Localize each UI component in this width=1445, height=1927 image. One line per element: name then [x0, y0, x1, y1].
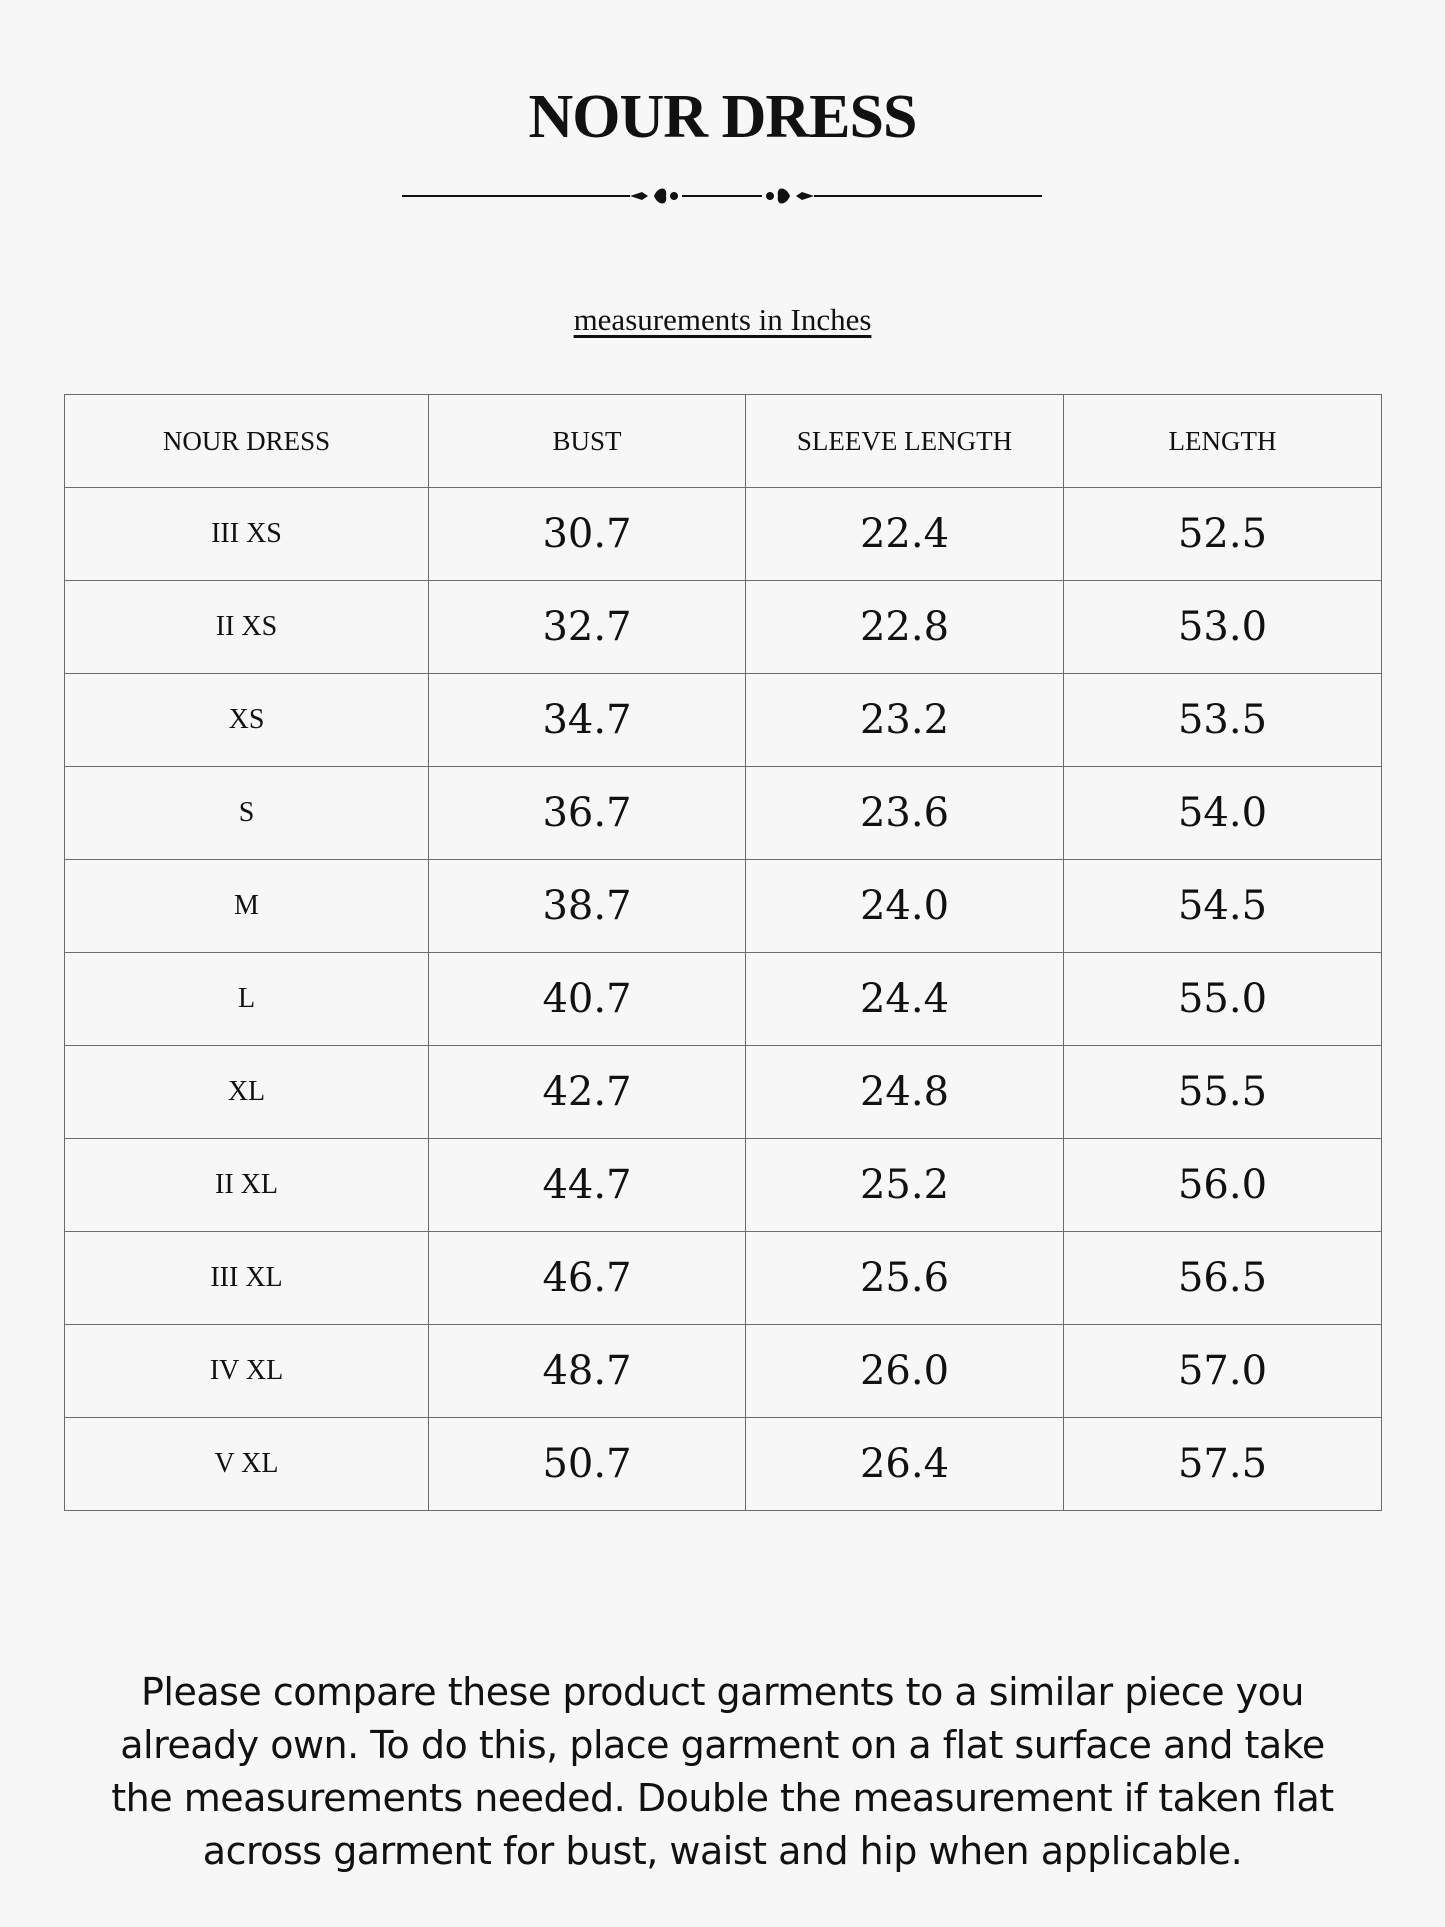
length-cell: 57.5 — [1064, 1418, 1382, 1511]
length-cell: 55.0 — [1064, 953, 1382, 1046]
length-cell: 56.0 — [1064, 1139, 1382, 1232]
sleeve-length-cell: 24.4 — [746, 953, 1064, 1046]
length-cell: 53.0 — [1064, 581, 1382, 674]
sleeve-length-cell: 25.2 — [746, 1139, 1064, 1232]
sleeve-length-cell: 24.0 — [746, 860, 1064, 953]
header-length: LENGTH — [1064, 395, 1382, 488]
size-cell: M — [65, 860, 429, 953]
table-row — [65, 1325, 1382, 1418]
bust-cell: 36.7 — [429, 767, 746, 860]
measurement-instructions: Please compare these product garments to a similar piece you already own. To do this, place garment on a flat surface and take the measurements needed. Double the measurement if taken flat across garment for bust, waist and hip when applicable. — [111, 1670, 1334, 1873]
bust-cell: 50.7 — [429, 1418, 746, 1511]
size-cell: II XL — [65, 1139, 429, 1232]
size-cell: V XL — [65, 1418, 429, 1511]
bust-cell: 34.7 — [429, 674, 746, 767]
sleeve-length-cell: 24.8 — [746, 1046, 1064, 1139]
table-row — [65, 1418, 1382, 1511]
header-sleeve-length: SLEEVE LENGTH — [746, 395, 1064, 488]
size-cell: III XL — [65, 1232, 429, 1325]
size-cell: XS — [65, 674, 429, 767]
sleeve-length-cell: 26.4 — [746, 1418, 1064, 1511]
sleeve-length-cell: 25.6 — [746, 1232, 1064, 1325]
units-subtitle: measurements in Inches — [573, 302, 872, 337]
size-cell: II XS — [65, 581, 429, 674]
size-cell: L — [65, 953, 429, 1046]
bust-cell: 38.7 — [429, 860, 746, 953]
size-cell: S — [65, 767, 429, 860]
ornamental-divider — [402, 180, 1042, 212]
sleeve-length-cell: 26.0 — [746, 1325, 1064, 1418]
sleeve-length-cell: 22.8 — [746, 581, 1064, 674]
size-cell: IV XL — [65, 1325, 429, 1418]
length-cell: 57.0 — [1064, 1325, 1382, 1418]
table-header-row — [65, 395, 1382, 488]
length-cell: 53.5 — [1064, 674, 1382, 767]
sleeve-length-cell: 22.4 — [746, 488, 1064, 581]
bust-cell: 30.7 — [429, 488, 746, 581]
table-row — [65, 581, 1382, 674]
table-row — [65, 1232, 1382, 1325]
bust-cell: 44.7 — [429, 1139, 746, 1232]
table-row — [65, 767, 1382, 860]
header-size: NOUR DRESS — [65, 395, 429, 488]
table-row — [65, 1046, 1382, 1139]
sleeve-length-cell: 23.2 — [746, 674, 1064, 767]
table-row — [65, 488, 1382, 581]
length-cell: 55.5 — [1064, 1046, 1382, 1139]
table-row — [65, 674, 1382, 767]
size-cell: III XS — [65, 488, 429, 581]
size-chart-table — [64, 394, 1382, 1511]
table-row — [65, 1139, 1382, 1232]
bust-cell: 32.7 — [429, 581, 746, 674]
page-title: NOUR DRESS — [528, 83, 917, 151]
length-cell: 54.5 — [1064, 860, 1382, 953]
bust-cell: 42.7 — [429, 1046, 746, 1139]
length-cell: 52.5 — [1064, 488, 1382, 581]
header-bust: BUST — [429, 395, 746, 488]
bust-cell: 46.7 — [429, 1232, 746, 1325]
table-row — [65, 860, 1382, 953]
length-cell: 56.5 — [1064, 1232, 1382, 1325]
sleeve-length-cell: 23.6 — [746, 767, 1064, 860]
table-row — [65, 953, 1382, 1046]
bust-cell: 40.7 — [429, 953, 746, 1046]
bust-cell: 48.7 — [429, 1325, 746, 1418]
size-cell: XL — [65, 1046, 429, 1139]
length-cell: 54.0 — [1064, 767, 1382, 860]
